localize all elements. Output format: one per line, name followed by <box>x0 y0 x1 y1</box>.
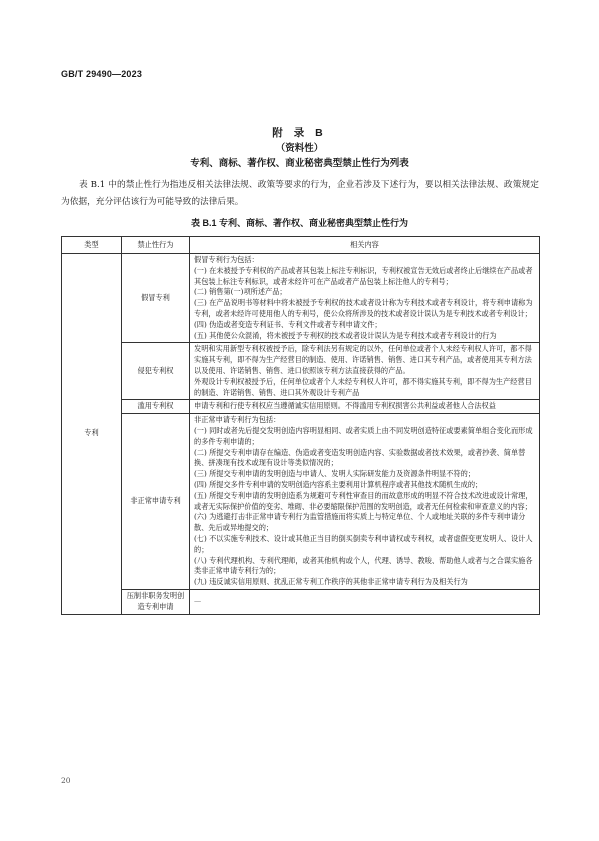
content-line: (七) 不以实施专利技术、设计或其他正当目的倒买倒卖专利申请权或专利权，或者虚假变更发明人、设计人的； <box>194 533 533 554</box>
content-line: (五) 所提交专利申请的发明创造系为规避可专利性审查目的而故意形成的明显不符合技术改进或设计常理，或者无实际保护价值的变劣、堆砌、非必要缩限保护范围的发明创造，或者无任何检索和审查意义的内容； <box>194 490 533 511</box>
table-header-row <box>62 237 540 254</box>
content-cell <box>190 589 540 614</box>
content-line: (六) 为逃避打击非正常申请专利行为监管措施而将实质上与特定单位、个人或地址关联的多件专利申请分散、先后或异地提交的； <box>194 512 526 533</box>
content-cell <box>190 343 540 400</box>
content-line: 申请专利和行使专利权应当遵循诚实信用原则。不得滥用专利权损害公共利益或者他人合法权益 <box>194 401 496 411</box>
content-line: (三) 在产品说明书等材料中将未被授予专利权的技术或者设计称为专利技术或者专利设计，将专利申请称为专利，或者未经许可使用他人的专利号，使公众将所涉及的技术或者设计误认为是专利技术或者专利设计； <box>194 298 533 318</box>
behavior-cell: 滥用专利权 <box>122 400 190 414</box>
header-content: 相关内容 <box>190 237 540 254</box>
content-line: 非正常申请专利行为包括： <box>194 415 281 425</box>
behavior-cell: 假冒专利 <box>122 254 190 343</box>
content-line: (三) 所提交专利申请的发明创造与申请人、发明人实际研发能力及资源条件明显不符的； <box>194 469 476 479</box>
content-cell <box>190 414 540 590</box>
content-line: 外观设计专利权被授予后，任何单位或者个人未经专利权人许可，都不得实施其专利，即不得为生产经营目的制造、许诺销售、销售、进口其外观设计专利产品 <box>194 376 532 397</box>
page-number: 20 <box>61 776 71 785</box>
annex-nature: （资料性） <box>275 143 324 154</box>
table-row <box>62 414 540 590</box>
annex-title: 附 录 B <box>272 127 327 139</box>
content-line: (二) 销售第(一)项所述产品； <box>194 287 287 297</box>
content-line: (四) 所提交多件专利申请的发明创造内容系主要利用计算机程序或者其他技术随机生成的； <box>194 479 483 489</box>
content-line: (八) 专利代理机构、专利代理师，或者其他机构或个人，代理、诱导、教唆、帮助他人或者与之合谋实施各类非正常申请专利行为的； <box>194 555 533 576</box>
annex-name: 专利、商标、著作权、商业秘密典型禁止性行为列表 <box>190 158 409 169</box>
behavior-cell: 非正常申请专利 <box>122 414 190 590</box>
content-line: (九) 违反诚实信用原则、扰乱正常专利工作秩序的其他非正常申请专利行为及相关行为 <box>194 577 468 587</box>
content-line: 假冒专利行为包括： <box>194 255 259 264</box>
content-line: (一) 在未被授予专利权的产品或者其包装上标注专利标识，专利权被宣告无效后或者终止后继续在产品或者其包装上标注专利标识，或者未经许可在产品或者产品包装上标注他人的专利号； <box>194 265 533 286</box>
content-line: (二) 所提交专利申请存在编造、伪造或者变造发明创造内容、实验数据或者技术效果，或者抄袭、简单替换、拼凑现有技术或现有设计等类似情况的； <box>194 447 526 468</box>
content-line: 发明和实用新型专利权被授予后，除专利法另有规定的以外，任何单位或者个人未经专利权人许可，都不得实施其专利，即不得为生产经营目的制造、使用、许诺销售、销售、进口其专利产品，或者使用其专利方法以及使用、许诺销售、销售、进口依照该专利方法直接获得的产品。 <box>194 344 532 375</box>
content-line: (一) 同时或者先后提交发明创造内容明显相同、或者实质上由不同发明创造特征或要素简单组合变化而形成的多件专利申请的； <box>194 425 533 446</box>
table-row <box>62 254 540 343</box>
content-cell <box>190 400 540 414</box>
behavior-cell: 侵犯专利权 <box>122 343 190 400</box>
standard-code: GB/T 29490—2023 <box>61 69 143 79</box>
table-row <box>62 589 540 614</box>
table-row <box>62 400 540 414</box>
table-row <box>62 343 540 400</box>
header-behavior: 禁止性行为 <box>122 237 190 254</box>
content-line: (四) 伪造或者变造专利证书、专利文件或者专利申请文件； <box>194 319 382 329</box>
content-cell <box>190 254 540 343</box>
content-line: — <box>194 596 202 606</box>
type-cell: 专利 <box>62 254 122 615</box>
table-caption: 表 B.1 专利、商标、著作权、商业秘密典型禁止性行为 <box>190 218 408 228</box>
intro-paragraph: 表 B.1 中的禁止性行为指违反相关法律法规、政策等要求的行为，企业若涉及下述行为，要以相关法律法规、政策规定为依据，充分评估该行为可能导致的法律后果。 <box>61 180 539 207</box>
behavior-cell: 压制非职务发明创造专利申请 <box>122 589 190 614</box>
prohibited-behavior-table <box>61 236 540 615</box>
header-type: 类型 <box>62 237 122 254</box>
content-line: (五) 其他使公众混淆，将未被授予专利权的技术或者设计误认为是专利技术或者专利设计的行为 <box>194 330 497 340</box>
